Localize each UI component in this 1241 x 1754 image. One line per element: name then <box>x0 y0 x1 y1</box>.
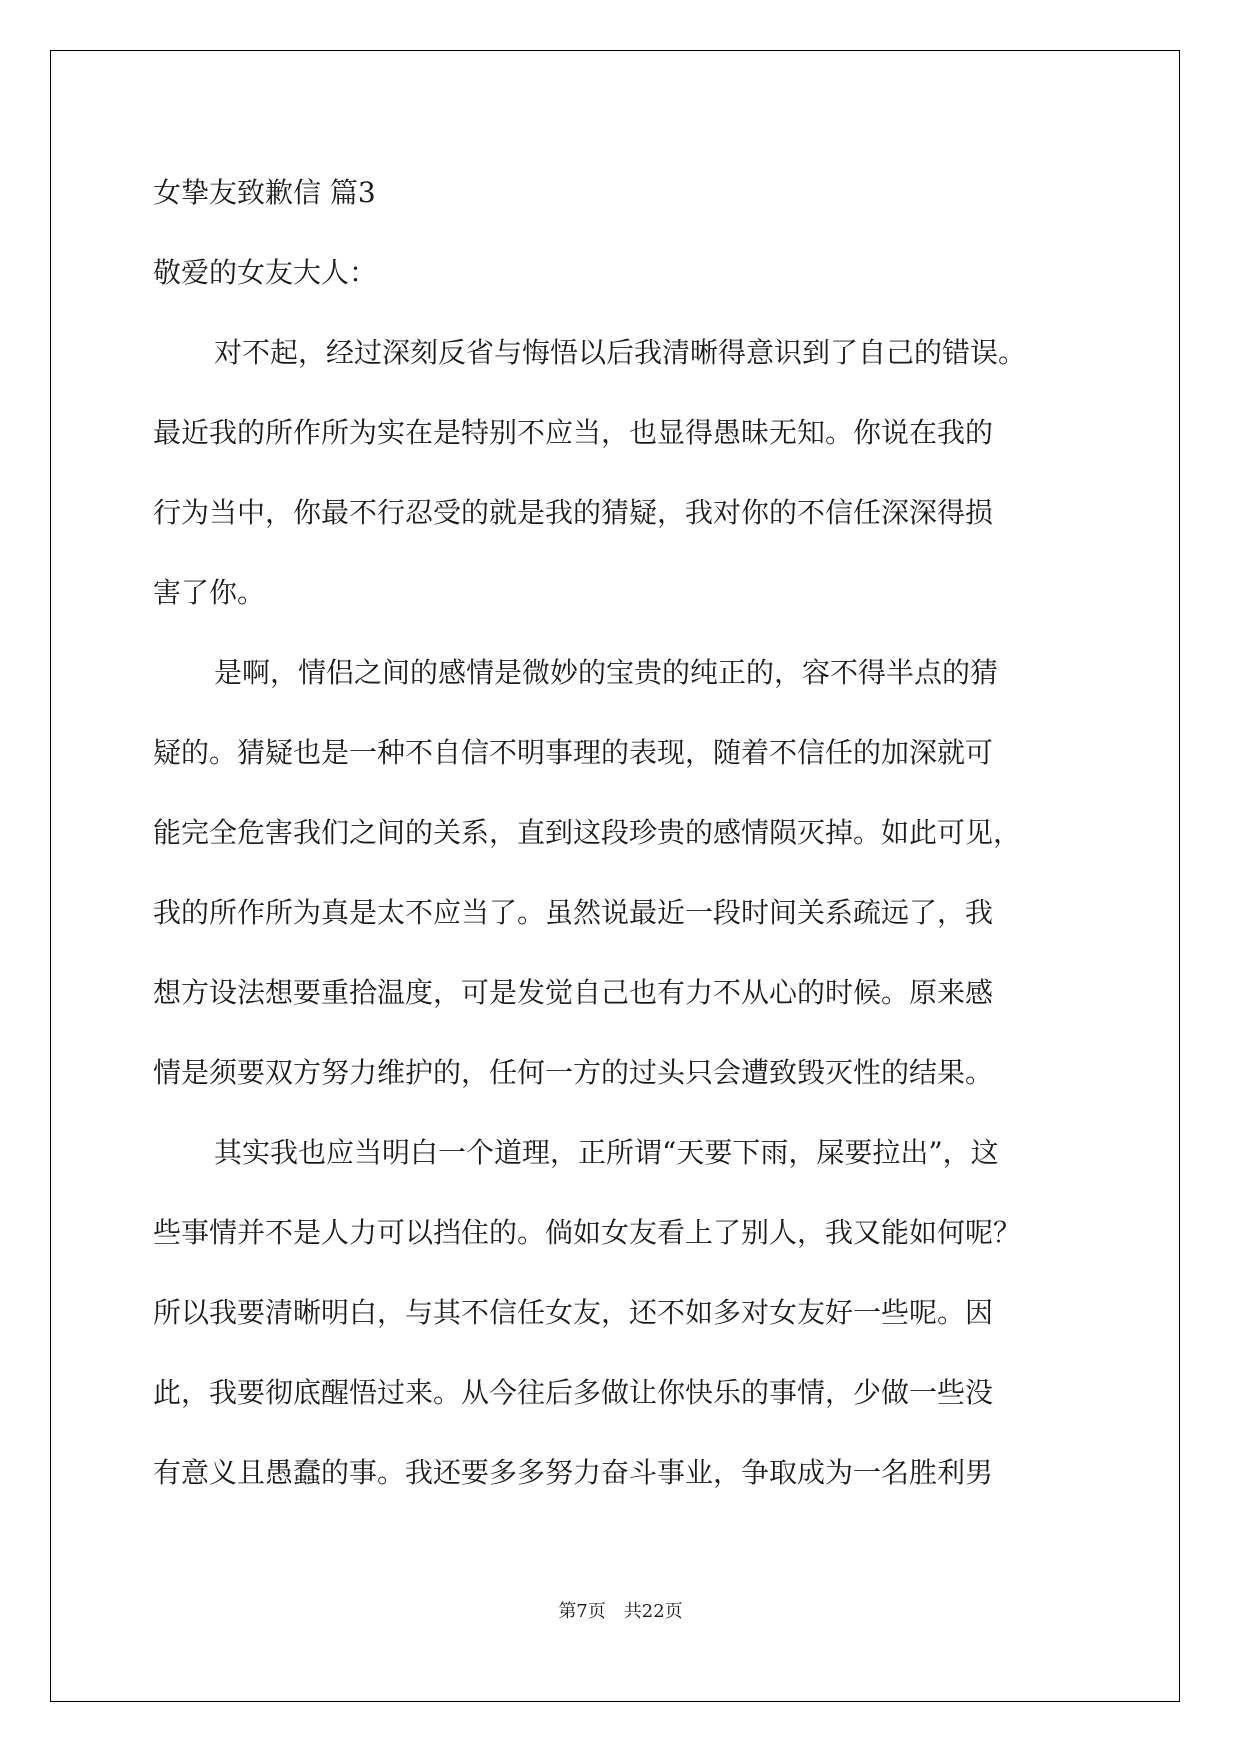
body-line: 对不起，经过深刻反省与悔悟以后我清晰得意识到了自己的错误。 <box>214 336 1027 369</box>
body-line: 情是须要双方努力维护的，任何一方的过头只会遭致毁灭性的结果。 <box>153 1056 994 1089</box>
body-line: 是啊，情侣之间的感情是微妙的宝贵的纯正的，容不得半点的猜 <box>214 656 999 689</box>
body-line: 害了你。 <box>153 576 266 609</box>
salutation: 敬爱的女友大人： <box>153 256 378 289</box>
body-line: 我的所作所为真是太不应当了。虽然说最近一段时间关系疏远了，我 <box>153 896 994 929</box>
body-line: 最近我的所作所为实在是特别不应当，也显得愚昧无知。你说在我的 <box>153 416 994 449</box>
body-line: 有意义且愚蠢的事。我还要多多努力奋斗事业，争取成为一名胜利男 <box>153 1456 994 1489</box>
body-line: 想方设法想要重拾温度，可是发觉自己也有力不从心的时候。原来感 <box>153 976 994 1009</box>
body-line: 些事情并不是人力可以挡住的。倘如女友看上了别人，我又能如何呢？ <box>153 1216 1022 1249</box>
document-title: 女挚友致歉信 篇3 <box>153 176 376 209</box>
body-line: 此，我要彻底醒悟过来。从今往后多做让你快乐的事情，少做一些没 <box>153 1376 994 1409</box>
body-line: 疑的。猜疑也是一种不自信不明事理的表现，随着不信任的加深就可 <box>153 736 994 769</box>
body-line: 能完全危害我们之间的关系，直到这段珍贵的感情陨灭掉。如此可见， <box>153 816 1022 849</box>
page-number: 第7页 共22页 <box>558 1601 683 1622</box>
body-line: 其实我也应当明白一个道理，正所谓“天要下雨，屎要拉出”，这 <box>214 1136 999 1169</box>
body-line: 所以我要清晰明白，与其不信任女友，还不如多对女友好一些呢。因 <box>153 1296 994 1329</box>
body-line: 行为当中，你最不行忍受的就是我的猜疑，我对你的不信任深深得损 <box>153 496 994 529</box>
